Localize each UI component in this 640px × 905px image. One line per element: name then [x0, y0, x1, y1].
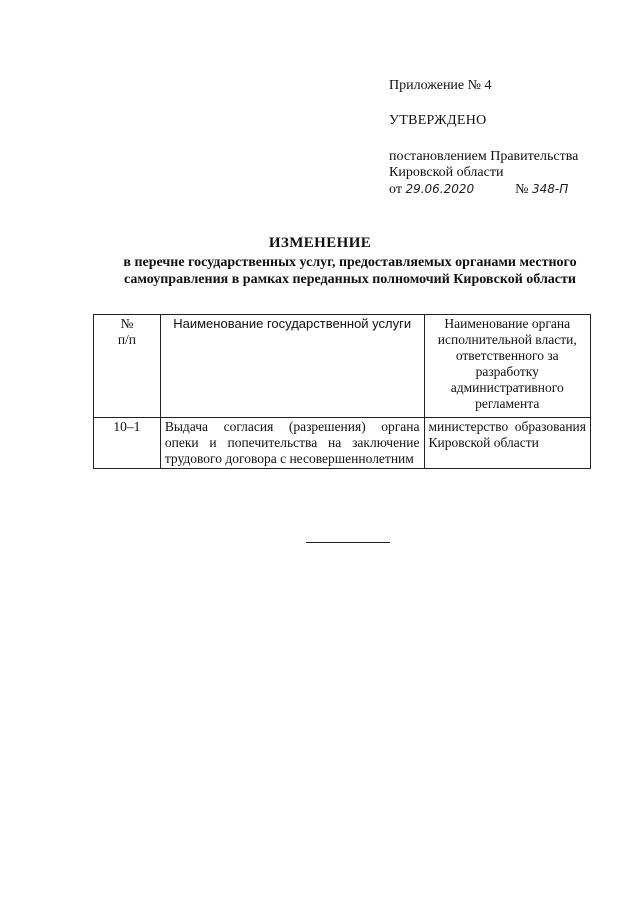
- appendix-label: Приложение № 4: [389, 78, 492, 93]
- document-title: ИЗМЕНЕНИЕ: [268, 235, 372, 251]
- table-row: [94, 418, 591, 469]
- subtitle-line-1: в перечне государственных услуг, предоставляемых органами местного: [123, 255, 577, 270]
- date-prefix: от: [389, 182, 402, 197]
- row-service-name: Выдача согласия (разрешения) органа опеки и попечительства на заключение трудового договора с несовершеннолетним: [160, 418, 424, 469]
- header-service-name: Наименование государственной услуги: [160, 315, 424, 418]
- decree-region-line: Кировской области: [389, 165, 504, 180]
- end-of-document-divider: [306, 542, 390, 543]
- number-prefix: №: [515, 182, 529, 197]
- decree-reference: [389, 149, 629, 198]
- decree-date: 29.06.2020: [405, 182, 475, 196]
- header-number: [94, 315, 161, 418]
- decree-issuer-line: постановлением Правительства: [389, 149, 579, 164]
- header-responsible-org: Наименование органа исполнительной власти, ответственного за разработку административного регламента: [424, 315, 591, 418]
- row-responsible-org: министерство образования Кировской области: [424, 418, 591, 469]
- row-number: 10–1: [94, 418, 161, 469]
- decree-number: 348-П: [532, 182, 569, 196]
- decree-date-row: [389, 181, 629, 198]
- services-table: [93, 314, 591, 469]
- approval-stamp-label: УТВЕРЖДЕНО: [389, 113, 487, 128]
- subtitle-line-2: самоуправления в рамках переданных полномочий Кировской области: [124, 272, 576, 287]
- header-number-symbol: №: [120, 316, 134, 331]
- header-number-abbr: п/п: [117, 332, 137, 347]
- table-header-row: [94, 315, 591, 418]
- document-subtitle: [100, 254, 600, 288]
